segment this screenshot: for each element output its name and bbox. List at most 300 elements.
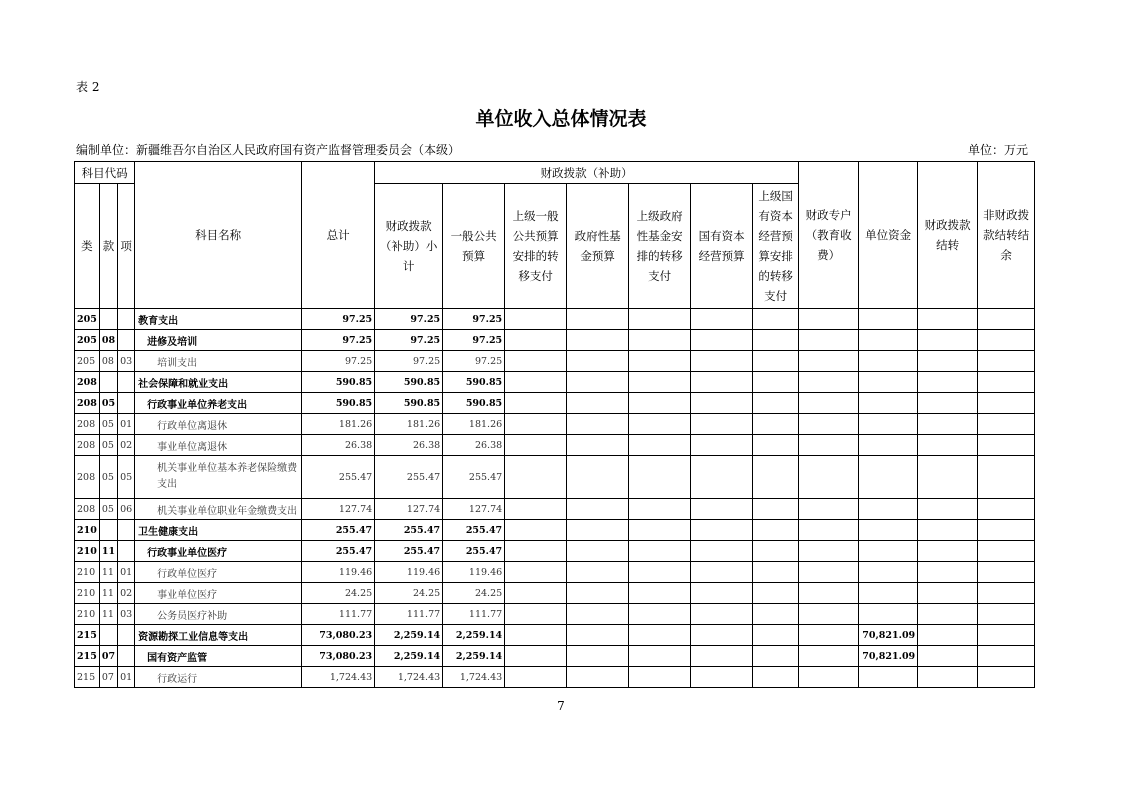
fiscal-subtotal-cell: 255.47 bbox=[375, 541, 443, 562]
upper-state-capital-transfer-cell bbox=[753, 435, 799, 456]
nonfiscal-carryover-cell bbox=[978, 604, 1035, 625]
fiscal-subtotal-cell: 2,259.14 bbox=[375, 646, 443, 667]
gov-fund-cell bbox=[567, 646, 629, 667]
fiscal-carryover-cell bbox=[918, 393, 978, 414]
header-general-public: 一般公共预算 bbox=[443, 184, 505, 309]
fiscal-special-cell bbox=[799, 541, 859, 562]
fiscal-special-cell bbox=[799, 414, 859, 435]
total-cell: 24.25 bbox=[302, 583, 375, 604]
kuan-cell: 05 bbox=[99, 499, 117, 520]
fiscal-subtotal-cell: 97.25 bbox=[375, 330, 443, 351]
general-public-cell: 111.77 bbox=[443, 604, 505, 625]
gov-fund-cell bbox=[567, 309, 629, 330]
kuan-cell: 05 bbox=[99, 456, 117, 499]
upper-gov-fund-transfer-cell bbox=[629, 541, 691, 562]
unit-funds-cell bbox=[859, 541, 918, 562]
upper-gov-fund-transfer-cell bbox=[629, 499, 691, 520]
upper-state-capital-transfer-cell bbox=[753, 562, 799, 583]
general-public-cell: 2,259.14 bbox=[443, 646, 505, 667]
general-public-cell: 24.25 bbox=[443, 583, 505, 604]
upper-state-capital-transfer-cell bbox=[753, 667, 799, 688]
total-cell: 26.38 bbox=[302, 435, 375, 456]
kuan-cell: 11 bbox=[99, 583, 117, 604]
upper-general-transfer-cell bbox=[505, 646, 567, 667]
fiscal-special-cell bbox=[799, 499, 859, 520]
xiang-cell: 01 bbox=[118, 562, 135, 583]
fiscal-subtotal-cell: 97.25 bbox=[375, 351, 443, 372]
general-public-cell: 1,724.43 bbox=[443, 667, 505, 688]
lei-cell: 210 bbox=[75, 520, 100, 541]
xiang-cell bbox=[118, 520, 135, 541]
general-public-cell: 97.25 bbox=[443, 330, 505, 351]
xiang-cell: 01 bbox=[118, 667, 135, 688]
table-row bbox=[75, 330, 1035, 351]
header-fiscal-subtotal: 财政拨款（补助）小计 bbox=[375, 184, 443, 309]
nonfiscal-carryover-cell bbox=[978, 583, 1035, 604]
general-public-cell: 255.47 bbox=[443, 456, 505, 499]
nonfiscal-carryover-cell bbox=[978, 646, 1035, 667]
state-capital-cell bbox=[691, 583, 753, 604]
gov-fund-cell bbox=[567, 435, 629, 456]
general-public-cell: 255.47 bbox=[443, 541, 505, 562]
upper-gov-fund-transfer-cell bbox=[629, 583, 691, 604]
total-cell: 1,724.43 bbox=[302, 667, 375, 688]
header-total: 总计 bbox=[302, 162, 375, 309]
lei-cell: 215 bbox=[75, 625, 100, 646]
fiscal-special-cell bbox=[799, 456, 859, 499]
lei-cell: 210 bbox=[75, 604, 100, 625]
subject-name-cell: 教育支出 bbox=[135, 309, 302, 330]
fiscal-special-cell bbox=[799, 604, 859, 625]
nonfiscal-carryover-cell bbox=[978, 330, 1035, 351]
fiscal-carryover-cell bbox=[918, 351, 978, 372]
table-row bbox=[75, 541, 1035, 562]
general-public-cell: 181.26 bbox=[443, 414, 505, 435]
fiscal-subtotal-cell: 97.25 bbox=[375, 309, 443, 330]
total-cell: 73,080.23 bbox=[302, 625, 375, 646]
xiang-cell bbox=[118, 393, 135, 414]
kuan-cell: 11 bbox=[99, 562, 117, 583]
upper-gov-fund-transfer-cell bbox=[629, 309, 691, 330]
subject-name-cell: 行政单位医疗 bbox=[135, 562, 302, 583]
fiscal-carryover-cell bbox=[918, 414, 978, 435]
unit-funds-cell bbox=[859, 309, 918, 330]
lei-cell: 208 bbox=[75, 435, 100, 456]
upper-general-transfer-cell bbox=[505, 435, 567, 456]
nonfiscal-carryover-cell bbox=[978, 499, 1035, 520]
header-kuan: 款 bbox=[99, 184, 117, 309]
upper-general-transfer-cell bbox=[505, 456, 567, 499]
header-nonfiscal-carryover: 非财政拨款结转结余 bbox=[978, 162, 1035, 309]
upper-gov-fund-transfer-cell bbox=[629, 330, 691, 351]
fiscal-subtotal-cell: 2,259.14 bbox=[375, 625, 443, 646]
table-row bbox=[75, 583, 1035, 604]
unit-funds-cell bbox=[859, 456, 918, 499]
gov-fund-cell bbox=[567, 351, 629, 372]
state-capital-cell bbox=[691, 309, 753, 330]
nonfiscal-carryover-cell bbox=[978, 667, 1035, 688]
xiang-cell: 06 bbox=[118, 499, 135, 520]
xiang-cell: 01 bbox=[118, 414, 135, 435]
table-row bbox=[75, 456, 1035, 499]
state-capital-cell bbox=[691, 330, 753, 351]
income-table bbox=[74, 161, 1035, 688]
nonfiscal-carryover-cell bbox=[978, 541, 1035, 562]
upper-general-transfer-cell bbox=[505, 414, 567, 435]
upper-state-capital-transfer-cell bbox=[753, 646, 799, 667]
header-unit-funds: 单位资金 bbox=[859, 162, 918, 309]
lei-cell: 210 bbox=[75, 562, 100, 583]
total-cell: 73,080.23 bbox=[302, 646, 375, 667]
fiscal-subtotal-cell: 24.25 bbox=[375, 583, 443, 604]
nonfiscal-carryover-cell bbox=[978, 393, 1035, 414]
kuan-cell: 07 bbox=[99, 667, 117, 688]
general-public-cell: 97.25 bbox=[443, 351, 505, 372]
upper-general-transfer-cell bbox=[505, 562, 567, 583]
general-public-cell: 255.47 bbox=[443, 520, 505, 541]
kuan-cell bbox=[99, 520, 117, 541]
table-row bbox=[75, 625, 1035, 646]
header-subject-code: 科目代码 bbox=[75, 162, 135, 184]
fiscal-carryover-cell bbox=[918, 562, 978, 583]
kuan-cell bbox=[99, 625, 117, 646]
general-public-cell: 97.25 bbox=[443, 309, 505, 330]
subject-name-cell: 公务员医疗补助 bbox=[135, 604, 302, 625]
upper-state-capital-transfer-cell bbox=[753, 372, 799, 393]
unit-funds-cell bbox=[859, 520, 918, 541]
nonfiscal-carryover-cell bbox=[978, 309, 1035, 330]
upper-general-transfer-cell bbox=[505, 330, 567, 351]
table-row bbox=[75, 520, 1035, 541]
total-cell: 111.77 bbox=[302, 604, 375, 625]
upper-general-transfer-cell bbox=[505, 625, 567, 646]
header-state-capital: 国有资本经营预算 bbox=[691, 184, 753, 309]
kuan-cell bbox=[99, 372, 117, 393]
kuan-cell: 07 bbox=[99, 646, 117, 667]
upper-gov-fund-transfer-cell bbox=[629, 393, 691, 414]
state-capital-cell bbox=[691, 667, 753, 688]
unit-funds-cell bbox=[859, 435, 918, 456]
fiscal-carryover-cell bbox=[918, 583, 978, 604]
total-cell: 181.26 bbox=[302, 414, 375, 435]
state-capital-cell bbox=[691, 351, 753, 372]
table-body bbox=[75, 309, 1035, 688]
upper-general-transfer-cell bbox=[505, 372, 567, 393]
subject-name-cell: 行政运行 bbox=[135, 667, 302, 688]
state-capital-cell bbox=[691, 372, 753, 393]
subject-name-cell: 进修及培训 bbox=[135, 330, 302, 351]
subject-name-cell: 行政单位离退休 bbox=[135, 414, 302, 435]
lei-cell: 208 bbox=[75, 414, 100, 435]
unit-funds-cell bbox=[859, 393, 918, 414]
total-cell: 255.47 bbox=[302, 456, 375, 499]
nonfiscal-carryover-cell bbox=[978, 625, 1035, 646]
nonfiscal-carryover-cell bbox=[978, 372, 1035, 393]
gov-fund-cell bbox=[567, 414, 629, 435]
upper-state-capital-transfer-cell bbox=[753, 309, 799, 330]
upper-gov-fund-transfer-cell bbox=[629, 456, 691, 499]
upper-gov-fund-transfer-cell bbox=[629, 667, 691, 688]
fiscal-carryover-cell bbox=[918, 499, 978, 520]
header-upper-gov-fund-transfer: 上级政府性基金安排的转移支付 bbox=[629, 184, 691, 309]
xiang-cell bbox=[118, 541, 135, 562]
upper-gov-fund-transfer-cell bbox=[629, 351, 691, 372]
fiscal-special-cell bbox=[799, 583, 859, 604]
gov-fund-cell bbox=[567, 520, 629, 541]
xiang-cell bbox=[118, 646, 135, 667]
table-row bbox=[75, 562, 1035, 583]
total-cell: 119.46 bbox=[302, 562, 375, 583]
upper-state-capital-transfer-cell bbox=[753, 541, 799, 562]
fiscal-special-cell bbox=[799, 646, 859, 667]
upper-state-capital-transfer-cell bbox=[753, 583, 799, 604]
fiscal-carryover-cell bbox=[918, 372, 978, 393]
table-row bbox=[75, 414, 1035, 435]
lei-cell: 215 bbox=[75, 646, 100, 667]
unit-funds-cell bbox=[859, 499, 918, 520]
header-upper-state-capital-transfer: 上级国有资本经营预算安排的转移支付 bbox=[753, 184, 799, 309]
state-capital-cell bbox=[691, 456, 753, 499]
fiscal-special-cell bbox=[799, 372, 859, 393]
fiscal-subtotal-cell: 111.77 bbox=[375, 604, 443, 625]
subject-name-cell: 社会保障和就业支出 bbox=[135, 372, 302, 393]
subject-name-cell: 资源勘探工业信息等支出 bbox=[135, 625, 302, 646]
fiscal-carryover-cell bbox=[918, 541, 978, 562]
unit-funds-cell bbox=[859, 414, 918, 435]
upper-general-transfer-cell bbox=[505, 393, 567, 414]
table-row bbox=[75, 667, 1035, 688]
xiang-cell: 03 bbox=[118, 351, 135, 372]
xiang-cell bbox=[118, 372, 135, 393]
kuan-cell: 08 bbox=[99, 351, 117, 372]
fiscal-carryover-cell bbox=[918, 604, 978, 625]
upper-general-transfer-cell bbox=[505, 351, 567, 372]
state-capital-cell bbox=[691, 625, 753, 646]
nonfiscal-carryover-cell bbox=[978, 414, 1035, 435]
unit-funds-cell bbox=[859, 562, 918, 583]
kuan-cell bbox=[99, 309, 117, 330]
header-fiscal-group: 财政拨款（补助） bbox=[375, 162, 799, 184]
subject-name-cell: 行政事业单位养老支出 bbox=[135, 393, 302, 414]
upper-state-capital-transfer-cell bbox=[753, 499, 799, 520]
fiscal-subtotal-cell: 255.47 bbox=[375, 520, 443, 541]
upper-state-capital-transfer-cell bbox=[753, 456, 799, 499]
page-number: 7 bbox=[557, 699, 565, 713]
fiscal-subtotal-cell: 127.74 bbox=[375, 499, 443, 520]
fiscal-carryover-cell bbox=[918, 309, 978, 330]
general-public-cell: 2,259.14 bbox=[443, 625, 505, 646]
nonfiscal-carryover-cell bbox=[978, 520, 1035, 541]
gov-fund-cell bbox=[567, 667, 629, 688]
subject-name-cell: 机关事业单位基本养老保险缴费支出 bbox=[135, 456, 302, 499]
upper-state-capital-transfer-cell bbox=[753, 625, 799, 646]
kuan-cell: 11 bbox=[99, 541, 117, 562]
unit-funds-cell bbox=[859, 372, 918, 393]
total-cell: 127.74 bbox=[302, 499, 375, 520]
table-row bbox=[75, 393, 1035, 414]
table-row bbox=[75, 309, 1035, 330]
gov-fund-cell bbox=[567, 583, 629, 604]
unit-funds-cell: 70,821.09 bbox=[859, 625, 918, 646]
header-subject-name: 科目名称 bbox=[135, 162, 302, 309]
fiscal-carryover-cell bbox=[918, 520, 978, 541]
unit-funds-cell bbox=[859, 667, 918, 688]
gov-fund-cell bbox=[567, 372, 629, 393]
gov-fund-cell bbox=[567, 625, 629, 646]
state-capital-cell bbox=[691, 604, 753, 625]
fiscal-subtotal-cell: 590.85 bbox=[375, 372, 443, 393]
unit-funds-cell bbox=[859, 604, 918, 625]
subject-name-cell: 国有资产监管 bbox=[135, 646, 302, 667]
fiscal-subtotal-cell: 26.38 bbox=[375, 435, 443, 456]
state-capital-cell bbox=[691, 562, 753, 583]
upper-gov-fund-transfer-cell bbox=[629, 625, 691, 646]
fiscal-carryover-cell bbox=[918, 625, 978, 646]
nonfiscal-carryover-cell bbox=[978, 562, 1035, 583]
fiscal-carryover-cell bbox=[918, 456, 978, 499]
total-cell: 97.25 bbox=[302, 309, 375, 330]
lei-cell: 205 bbox=[75, 309, 100, 330]
gov-fund-cell bbox=[567, 562, 629, 583]
org-label: 编制单位：新疆维吾尔自治区人民政府国有资产监督管理委员会（本级） bbox=[76, 143, 461, 157]
fiscal-carryover-cell bbox=[918, 435, 978, 456]
header-upper-general-transfer: 上级一般公共预算安排的转移支付 bbox=[505, 184, 567, 309]
unit-funds-cell bbox=[859, 330, 918, 351]
nonfiscal-carryover-cell bbox=[978, 351, 1035, 372]
total-cell: 590.85 bbox=[302, 372, 375, 393]
header-gov-fund: 政府性基金预算 bbox=[567, 184, 629, 309]
general-public-cell: 590.85 bbox=[443, 393, 505, 414]
fiscal-special-cell bbox=[799, 520, 859, 541]
kuan-cell: 08 bbox=[99, 330, 117, 351]
fiscal-subtotal-cell: 590.85 bbox=[375, 393, 443, 414]
upper-general-transfer-cell bbox=[505, 520, 567, 541]
table-tag: 表 2 bbox=[76, 80, 100, 94]
subject-name-cell: 行政事业单位医疗 bbox=[135, 541, 302, 562]
state-capital-cell bbox=[691, 435, 753, 456]
fiscal-special-cell bbox=[799, 625, 859, 646]
subject-name-cell: 培训支出 bbox=[135, 351, 302, 372]
general-public-cell: 26.38 bbox=[443, 435, 505, 456]
state-capital-cell bbox=[691, 646, 753, 667]
lei-cell: 205 bbox=[75, 351, 100, 372]
upper-gov-fund-transfer-cell bbox=[629, 372, 691, 393]
upper-gov-fund-transfer-cell bbox=[629, 604, 691, 625]
upper-gov-fund-transfer-cell bbox=[629, 520, 691, 541]
subject-name-cell: 事业单位医疗 bbox=[135, 583, 302, 604]
unit-label: 单位：万元 bbox=[967, 143, 1028, 157]
upper-general-transfer-cell bbox=[505, 583, 567, 604]
xiang-cell bbox=[118, 625, 135, 646]
unit-funds-cell bbox=[859, 583, 918, 604]
kuan-cell: 05 bbox=[99, 414, 117, 435]
fiscal-special-cell bbox=[799, 562, 859, 583]
nonfiscal-carryover-cell bbox=[978, 435, 1035, 456]
subject-name-cell: 事业单位离退休 bbox=[135, 435, 302, 456]
xiang-cell bbox=[118, 330, 135, 351]
header-xiang: 项 bbox=[118, 184, 135, 309]
fiscal-subtotal-cell: 119.46 bbox=[375, 562, 443, 583]
xiang-cell: 05 bbox=[118, 456, 135, 499]
upper-state-capital-transfer-cell bbox=[753, 351, 799, 372]
fiscal-carryover-cell bbox=[918, 330, 978, 351]
state-capital-cell bbox=[691, 541, 753, 562]
upper-gov-fund-transfer-cell bbox=[629, 562, 691, 583]
lei-cell: 205 bbox=[75, 330, 100, 351]
state-capital-cell bbox=[691, 499, 753, 520]
subject-name-cell: 卫生健康支出 bbox=[135, 520, 302, 541]
state-capital-cell bbox=[691, 414, 753, 435]
upper-state-capital-transfer-cell bbox=[753, 414, 799, 435]
table-row bbox=[75, 499, 1035, 520]
upper-general-transfer-cell bbox=[505, 667, 567, 688]
fiscal-special-cell bbox=[799, 667, 859, 688]
page-title: 单位收入总体情况表 bbox=[475, 108, 647, 130]
upper-gov-fund-transfer-cell bbox=[629, 414, 691, 435]
table-row bbox=[75, 351, 1035, 372]
fiscal-special-cell bbox=[799, 351, 859, 372]
total-cell: 97.25 bbox=[302, 330, 375, 351]
lei-cell: 208 bbox=[75, 456, 100, 499]
unit-funds-cell: 70,821.09 bbox=[859, 646, 918, 667]
unit-funds-cell bbox=[859, 351, 918, 372]
upper-gov-fund-transfer-cell bbox=[629, 646, 691, 667]
upper-state-capital-transfer-cell bbox=[753, 393, 799, 414]
state-capital-cell bbox=[691, 393, 753, 414]
fiscal-carryover-cell bbox=[918, 646, 978, 667]
total-cell: 255.47 bbox=[302, 541, 375, 562]
kuan-cell: 11 bbox=[99, 604, 117, 625]
lei-cell: 210 bbox=[75, 583, 100, 604]
xiang-cell: 03 bbox=[118, 604, 135, 625]
total-cell: 97.25 bbox=[302, 351, 375, 372]
fiscal-special-cell bbox=[799, 393, 859, 414]
upper-state-capital-transfer-cell bbox=[753, 330, 799, 351]
header-fiscal-carryover: 财政拨款结转 bbox=[918, 162, 978, 309]
xiang-cell: 02 bbox=[118, 435, 135, 456]
upper-general-transfer-cell bbox=[505, 499, 567, 520]
general-public-cell: 127.74 bbox=[443, 499, 505, 520]
total-cell: 255.47 bbox=[302, 520, 375, 541]
gov-fund-cell bbox=[567, 541, 629, 562]
gov-fund-cell bbox=[567, 604, 629, 625]
lei-cell: 208 bbox=[75, 393, 100, 414]
table-row bbox=[75, 604, 1035, 625]
fiscal-special-cell bbox=[799, 309, 859, 330]
table-row bbox=[75, 435, 1035, 456]
header-lei: 类 bbox=[75, 184, 100, 309]
subject-name-cell: 机关事业单位职业年金缴费支出 bbox=[135, 499, 302, 520]
xiang-cell: 02 bbox=[118, 583, 135, 604]
lei-cell: 215 bbox=[75, 667, 100, 688]
table-row bbox=[75, 646, 1035, 667]
gov-fund-cell bbox=[567, 456, 629, 499]
upper-state-capital-transfer-cell bbox=[753, 520, 799, 541]
upper-general-transfer-cell bbox=[505, 309, 567, 330]
upper-general-transfer-cell bbox=[505, 604, 567, 625]
fiscal-special-cell bbox=[799, 435, 859, 456]
general-public-cell: 590.85 bbox=[443, 372, 505, 393]
header-fiscal-special: 财政专户（教育收费） bbox=[799, 162, 859, 309]
gov-fund-cell bbox=[567, 499, 629, 520]
fiscal-subtotal-cell: 1,724.43 bbox=[375, 667, 443, 688]
fiscal-subtotal-cell: 255.47 bbox=[375, 456, 443, 499]
xiang-cell bbox=[118, 309, 135, 330]
lei-cell: 210 bbox=[75, 541, 100, 562]
table-row bbox=[75, 372, 1035, 393]
general-public-cell: 119.46 bbox=[443, 562, 505, 583]
state-capital-cell bbox=[691, 520, 753, 541]
